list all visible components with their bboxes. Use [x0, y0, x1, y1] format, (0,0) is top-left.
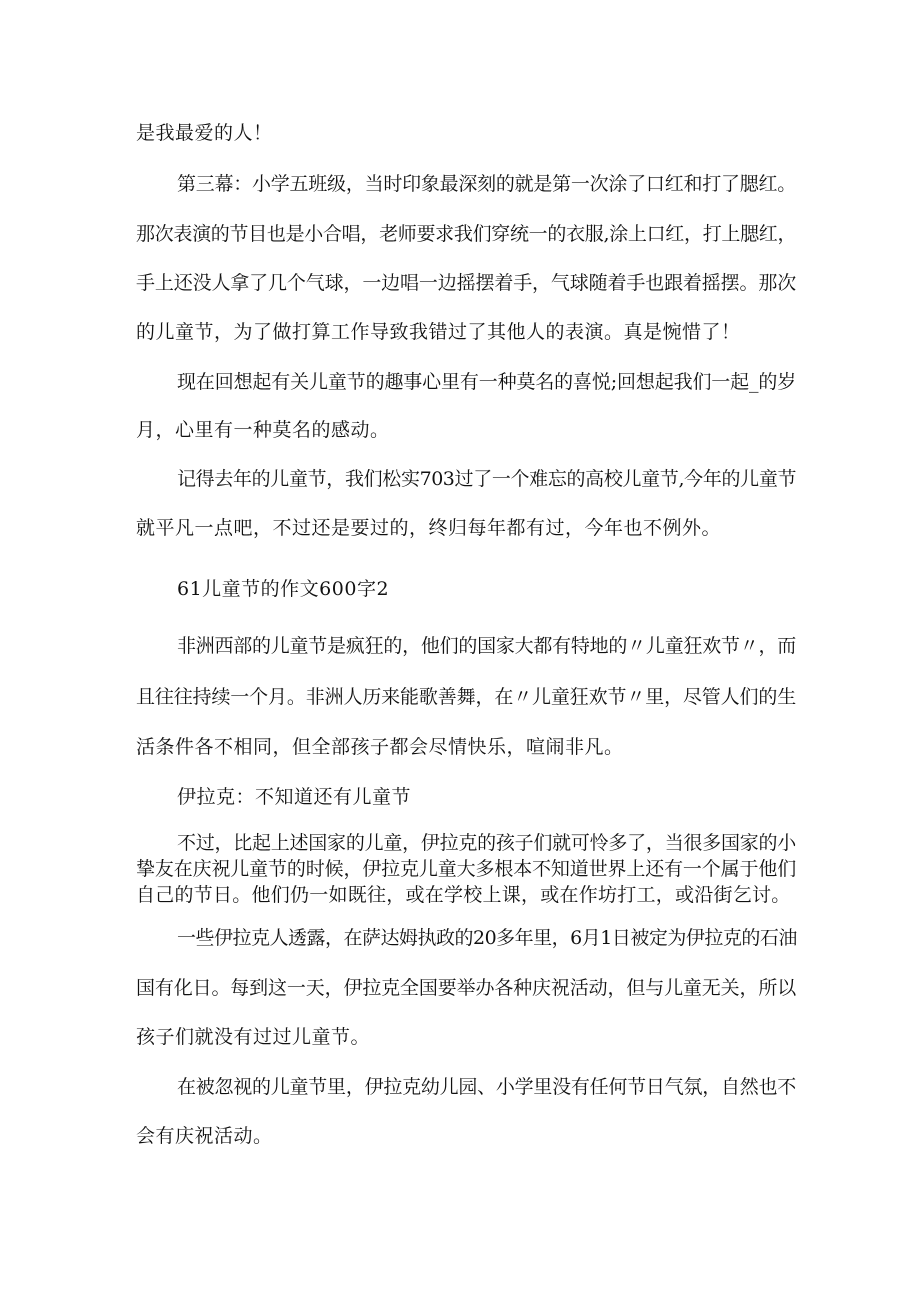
text-line: 在被忽视的儿童节里，伊拉克幼儿园、小学里没有任何节日气氛，自然也不: [177, 1076, 796, 1098]
text-line: 自己的节日。他们仍一如既往，或在学校上课，或在作坊打工，或沿街乞讨。: [136, 884, 791, 906]
text-line: 挚友在庆祝儿童节的时候，伊拉克儿童大多根本不知道世界上还有一个属于他们: [136, 858, 796, 880]
section-heading: 61儿童节的作文600字2: [177, 578, 390, 600]
text-line: 第三幕：小学五班级，当时印象最深刻的就是第一次涂了口红和打了腮红。: [177, 173, 796, 195]
text-line: 就平凡一点吧，不过还是要过的，终归每年都有过，今年也不例外。: [136, 517, 722, 539]
text-line: 现在回想起有关儿童节的趣事心里有一种莫名的喜悦;回想起我们一起_的岁: [177, 371, 796, 393]
text-line: 月，心里有一种莫名的感动。: [136, 419, 390, 441]
text-line: 国有化日。每到这一天，伊拉克全国要举办各种庆祝活动，但与儿童无关，所以: [136, 977, 796, 999]
text-line: 记得去年的儿童节，我们松实703过了一个难忘的高校儿童节,今年的儿童节: [177, 468, 796, 490]
text-line: 会有庆祝活动。: [136, 1125, 273, 1147]
text-line: 的儿童节，为了做打算工作导致我错过了其他人的表演。真是惋惜了！: [136, 321, 741, 343]
section-heading: 伊拉克：不知道还有儿童节: [177, 786, 412, 808]
text-line: 不过，比起上述国家的儿童，伊拉克的孩子们就可怜多了，当很多国家的小: [177, 832, 796, 854]
text-line: 且往往持续一个月。非洲人历来能歌善舞，在〃儿童狂欢节〃里，尽管人们的生: [136, 686, 796, 708]
text-line: 非洲西部的儿童节是疯狂的，他们的国家大都有特地的〃儿童狂欢节〃，而: [177, 635, 796, 657]
text-line: 是我最爱的人！: [136, 122, 273, 144]
text-line: 手上还没人拿了几个气球，一边唱一边摇摆着手，气球随着手也跟着摇摆。那次: [136, 272, 796, 294]
text-line: 活条件各不相同，但全部孩子都会尽情快乐，喧闹非凡。: [136, 736, 624, 758]
text-line: 一些伊拉克人透露，在萨达姆执政的20多年里，6月1日被定为伊拉克的石油: [177, 927, 797, 949]
text-line: 那次表演的节目也是小合唱，老师要求我们穿统一的衣服,涂上口红，打上腮红，: [136, 223, 796, 245]
text-line: 孩子们就没有过过儿童节。: [136, 1026, 371, 1048]
